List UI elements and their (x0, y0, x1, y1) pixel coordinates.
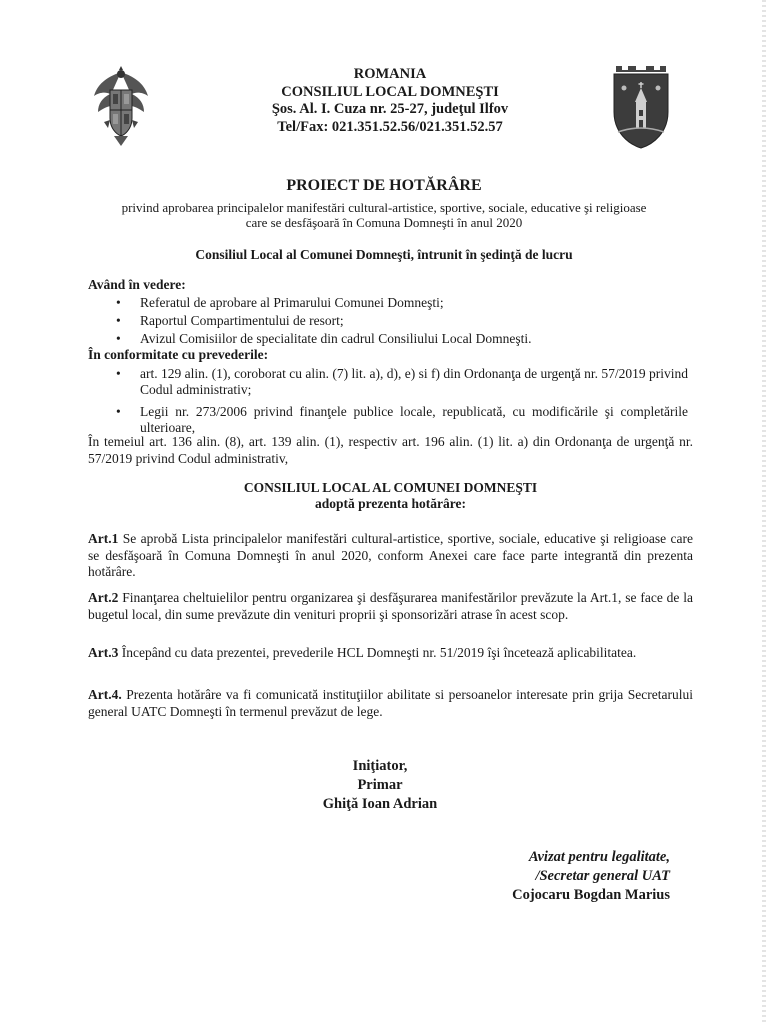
article-2 (88, 590, 693, 623)
document-header (200, 66, 580, 136)
country-name: ROMANIA (353, 66, 427, 82)
article-label: Art.1 (88, 531, 119, 546)
initiator-role: Iniţiator, (352, 758, 408, 774)
article-1 (88, 531, 693, 581)
article-3 (88, 645, 693, 662)
bullet-icon: • (116, 331, 121, 346)
list-item: • art. 129 alin. (1), coroborat cu alin. (7) lit. a), d), e) si f) din Ordonanţa de urgenţă nr. 57/2019 privind Codul administrativ; (116, 366, 688, 397)
document-subtitle (80, 200, 688, 230)
conformity-list (88, 366, 688, 438)
legality-name: Cojocaru Bogdan Marius (512, 887, 670, 903)
article-label: Art.2 (88, 590, 119, 605)
council-phone: Tel/Fax: 021.351.52.56/021.351.52.57 (277, 118, 503, 135)
considering-list (88, 295, 688, 349)
domnesti-coat-of-arms-icon (610, 62, 672, 150)
adopts-line-2: adoptă prezenta hotărâre: (315, 496, 466, 511)
subtitle-line-1: privind aprobarea principalelor manifestări cultural-artistice, sportive, sociale, educative şi religioase (121, 200, 647, 215)
bullet-icon: • (116, 366, 121, 381)
subtitle-line-2: care se desfăşoară în Comuna Domneşti în anul 2020 (245, 215, 523, 230)
legality-signature-block (470, 848, 670, 905)
legality-line-2: /Secretar general UAT (535, 868, 670, 884)
adopts-line-1: CONSILIUL LOCAL AL COMUNEI DOMNEŞTI (243, 480, 538, 495)
initiator-signature-block (280, 757, 480, 814)
bullet-icon: • (116, 313, 121, 328)
article-text: Începând cu data prezentei, prevederile HCL Domneşti nr. 51/2019 îşi încetează aplicabilitatea. (118, 645, 637, 660)
conformity-heading: În conformitate cu prevederile: (88, 347, 269, 362)
list-item: • Legii nr. 273/2006 privind finanţele publice locale, republicată, cu modificările şi completările ulterioare, (116, 404, 688, 435)
legal-basis-paragraph: În temeiul art. 136 alin. (8), art. 139 alin. (1), respectiv art. 196 alin. (1) lit. a) din Ordonanţa de urgenţă nr. 57/2019 privind Codul administrativ, (88, 434, 693, 466)
document-title: PROIECT DE HOTĂRÂRE (286, 177, 482, 194)
initiator-title: Primar (357, 777, 403, 793)
romania-coat-of-arms-icon (90, 62, 152, 150)
council-address: Şos. Al. I. Cuza nr. 25-27, judeţul Ilfov (271, 101, 509, 117)
list-item: • Referatul de aprobare al Primarului Comunei Domneşti; (116, 295, 444, 310)
legality-line-1: Avizat pentru legalitate, (528, 849, 670, 865)
article-text: Se aprobă Lista principalelor manifestări cultural-artistice, sportive, sociale, educative şi religioase care se desfăşoară în Comuna Domneşti în anul 2020, conform Anexei care face parte integrantă din prezenta hotărâre. (88, 531, 693, 579)
article-text: Finanţarea cheltuielilor pentru organizarea şi desfăşurarea manifestărilor prevăzute la Art.1, se face de la bugetul local, din sume prevăzute din venituri proprii şi sponsorizări atrase în acest scop. (88, 590, 693, 622)
bullet-icon: • (116, 295, 121, 310)
considering-heading: Având în vedere: (88, 277, 186, 292)
article-4 (88, 687, 693, 720)
adopts-block (88, 480, 693, 512)
list-item: • Raportul Compartimentului de resort; (116, 313, 344, 328)
council-name: CONSILIUL LOCAL DOMNEŞTI (281, 83, 499, 100)
article-label: Art.3 (88, 645, 119, 660)
scan-edge-artifact (762, 0, 766, 1024)
council-session-line: Consiliul Local al Comunei Domneşti, întrunit în şedinţă de lucru (195, 247, 573, 262)
initiator-name: Ghiţă Ioan Adrian (322, 796, 438, 812)
list-item: • Avizul Comisiilor de specialitate din cadrul Consiliului Local Domneşti. (116, 331, 532, 346)
article-text: Prezenta hotărâre va fi comunicată instituţiilor abilitate si persoanelor interesate prin grija Secretarului general UATC Domneşti în termenul prevăzut de lege. (88, 687, 693, 719)
article-label: Art.4. (88, 687, 122, 702)
bullet-icon: • (116, 404, 121, 419)
